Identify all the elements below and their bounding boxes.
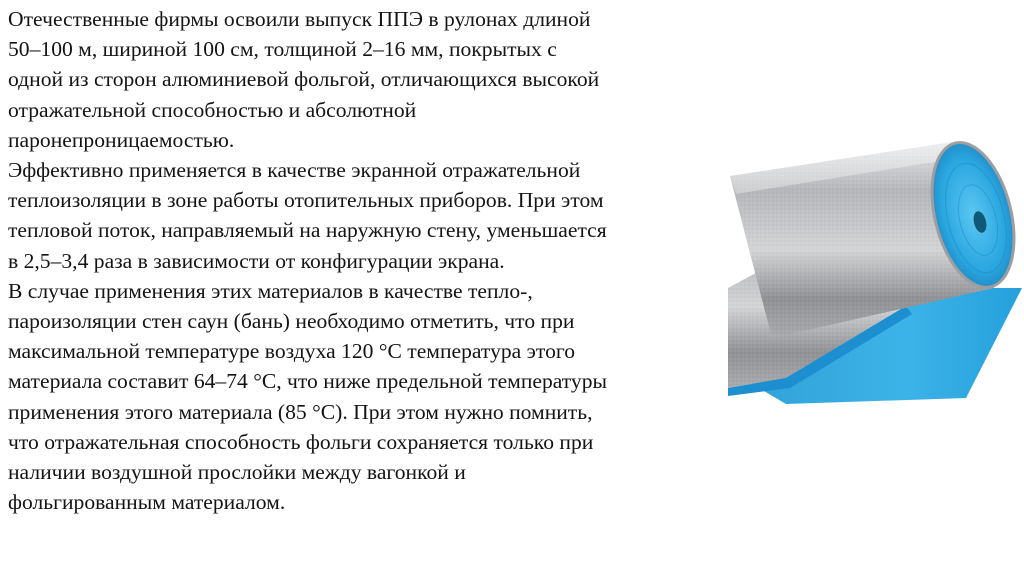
text-line: паронепроницаемостью.: [8, 127, 235, 152]
text-line: применения этого материала (85 °С). При этом нужно помнить,: [8, 399, 593, 424]
text-line: Эффективно применяется в качестве экранной отражательной: [8, 158, 581, 183]
text-line: Отечественные фирмы освоили выпуск ППЭ в рулонах длиной: [8, 7, 591, 31]
text-line: тепловой поток, направляемый на наружную стену, уменьшается: [8, 218, 607, 243]
text-line: отражательной способностью и абсолютной: [8, 97, 417, 122]
text-line: что отражательная способность фольги сохраняется только при: [8, 429, 594, 454]
text-line: наличии воздушной прослойки между вагонкой и: [8, 460, 466, 485]
foil-roll-icon: [726, 138, 1024, 410]
text-line: теплоизоляции в зоне работы отопительных приборов. При этом: [8, 188, 604, 213]
text-line: В случае применения этих материалов в качестве тепло-,: [8, 278, 533, 303]
text-line: 50–100 м, шириной 100 см, толщиной 2–16 мм, покрытых с: [8, 37, 557, 62]
text-line: пароизоляции стен саун (бань) необходимо отметить, что при: [8, 309, 575, 334]
text-line: в 2,5–3,4 раза в зависимости от конфигурации экрана.: [8, 248, 505, 273]
text-line: одной из сторон алюминиевой фольгой, отличающихся высокой: [8, 67, 600, 92]
text-line: фольгированным материалом.: [8, 490, 286, 515]
body-text: [8, 4, 728, 517]
foil-insulation-roll-image: [726, 138, 1024, 410]
text-line: материала составит 64–74 °С, что ниже предельной температуры: [8, 369, 608, 394]
text-line: максимальной температуре воздуха 120 °С температура этого: [8, 339, 575, 364]
